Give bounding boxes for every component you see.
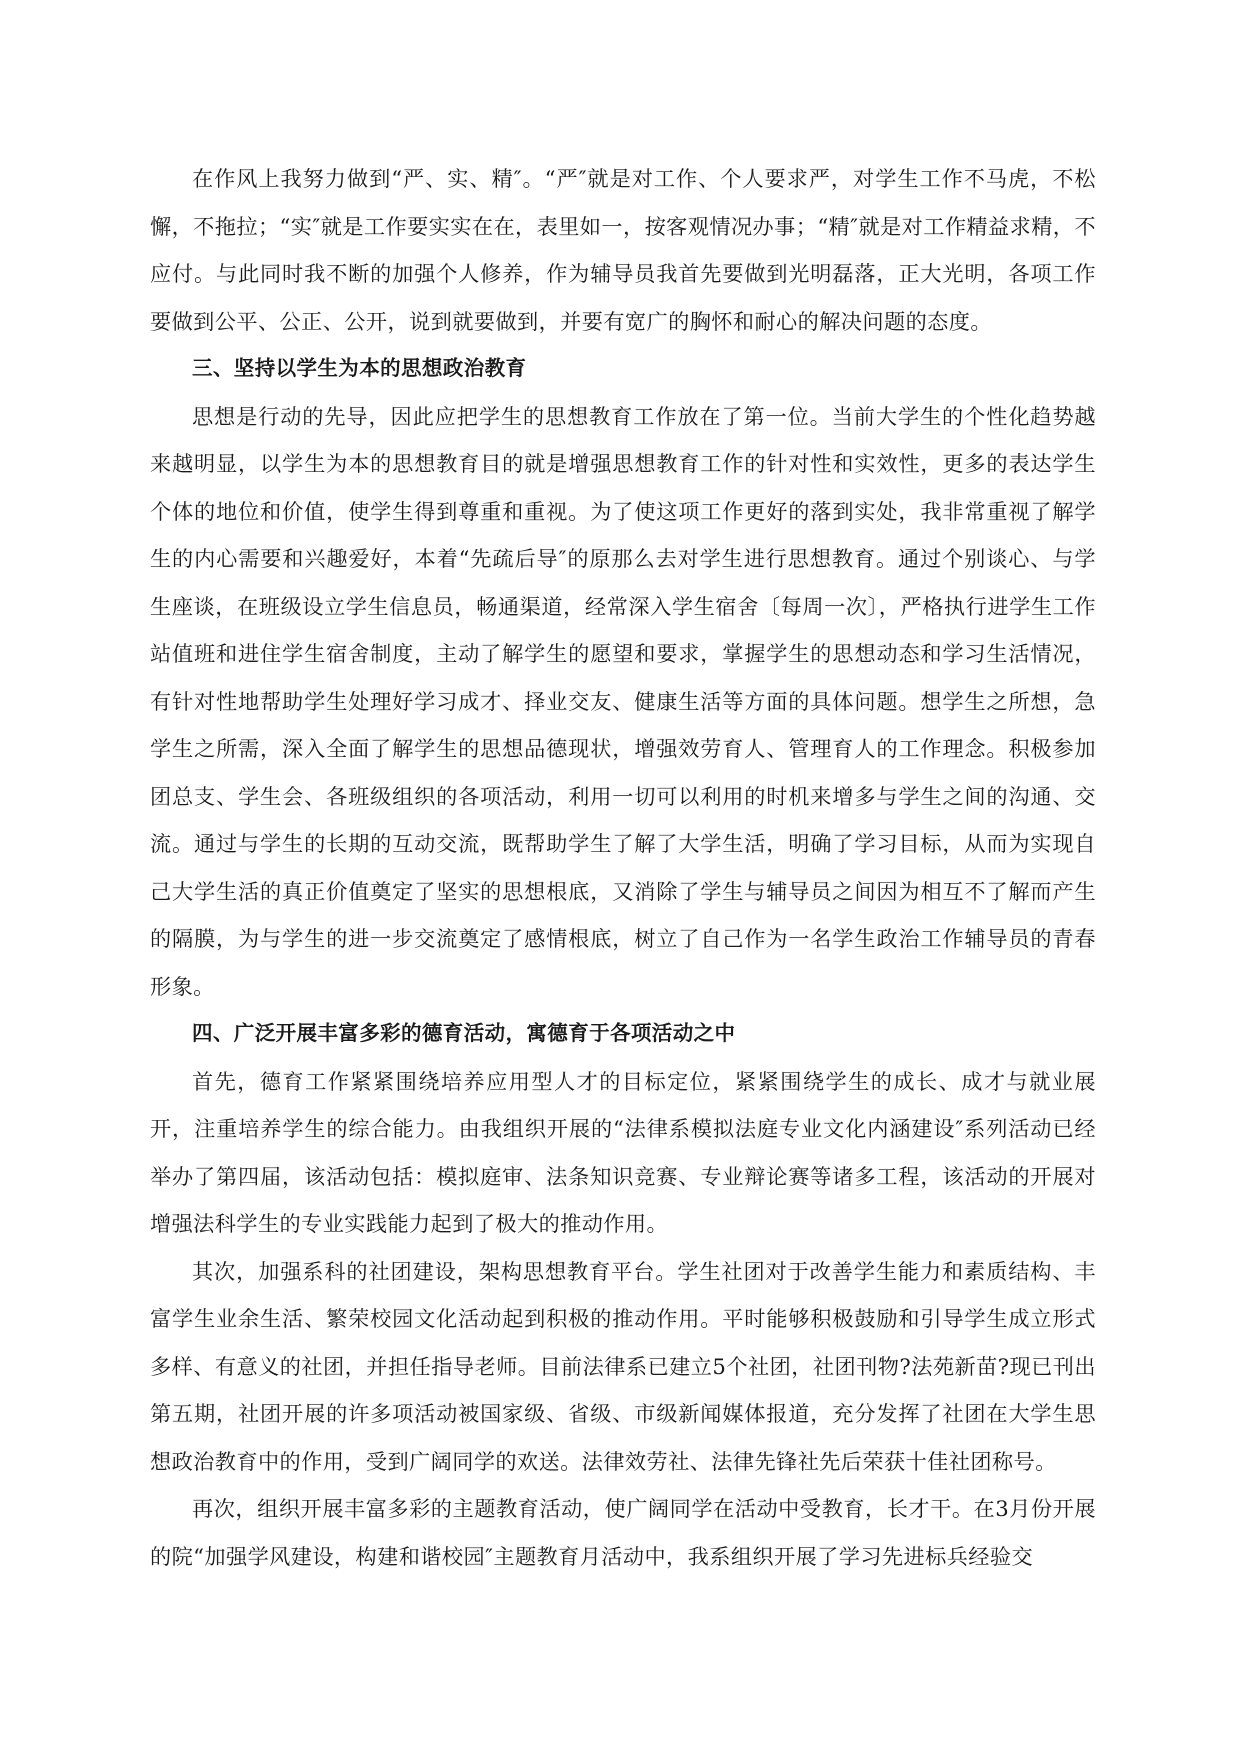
paragraph-work-style: 在作风上我努力做到“严、实、精″。“严″就是对工作、个人要求严，对学生工作不马虎，不松懈，不拖拉；“实″就是工作要实实在在，表里如一，按客观情况办事；“精″就是对工作精益求精，不应付。与此同时我不断的加强个人修养，作为辅导员我首先要做到光明磊落，正大光明，各项工作要做到公平、公正、公开，说到就要做到，并要有宽广的胸怀和耐心的解决问题的态度。 bbox=[150, 166, 1096, 334]
section-heading-3: 三、坚持以学生为本的思想政治教育 bbox=[192, 356, 527, 380]
paragraph-second: 其次，加强系科的社团建设，架构思想教育平台。学生社团对于改善学生能力和素质结构、丰富学生业余生活、繁荣校园文化活动起到积极的推动作用。平时能够积极鼓励和引导学生成立形式多样、有意义的社团，并担任指导老师。目前法律系已建立5个社团，社团刊物?法苑新苗?现已刊出第五期，社团开展的许多项活动被国家级、省级、市级新闻媒体报道，充分发挥了社团在大学生思想政治教育中的作用，受到广阔同学的欢送。法律效劳社、法律先锋社先后荣获十佳社团称号。 bbox=[150, 1258, 1096, 1474]
paragraph-third: 再次，组织开展丰富多彩的主题教育活动，使广阔同学在活动中受教育，长才干。在3月份开展的院“加强学风建设，构建和谐校园″主题教育月活动中，我系组织开展了学习先进标兵经验交 bbox=[150, 1496, 1096, 1569]
document-body bbox=[150, 155, 1096, 1580]
paragraph-first: 首先，德育工作紧紧围绕培养应用型人才的目标定位，紧紧围绕学生的成长、成才与就业展开，注重培养学生的综合能力。由我组织开展的“法律系模拟法庭专业文化内涵建设″系列活动已经举办了第四届，该活动包括：模拟庭审、法条知识竞赛、专业辩论赛等诸多工程，该活动的开展对增强法科学生的专业实践能力起到了极大的推动作用。 bbox=[150, 1068, 1096, 1236]
paragraph-ideological-education: 思想是行动的先导，因此应把学生的思想教育工作放在了第一位。当前大学生的个性化趋势越来越明显，以学生为本的思想教育目的就是增强思想教育工作的针对性和实效性，更多的表达学生个体的地位和价值，使学生得到尊重和重视。为了使这项工作更好的落到实处，我非常重视了解学生的内心需要和兴趣爱好，本着“先疏后导″的原那么去对学生进行思想教育。通过个别谈心、与学生座谈，在班级设立学生信息员，畅通渠道，经常深入学生宿舍〔每周一次〕，严格执行进学生工作站值班和进住学生宿舍制度，主动了解学生的愿望和要求，掌握学生的思想动态和学习生活情况，有针对性地帮助学生处理好学习成才、择业交友、健康生活等方面的具体问题。想学生之所想，急学生之所需，深入全面了解学生的思想品德现状，增强效劳育人、管理育人的工作理念。积极参加团总支、学生会、各班级组织的各项活动，利用一切可以利用的时机来增多与学生之间的沟通、交流。通过与学生的长期的互动交流，既帮助学生了解了大学生活，明确了学习目标，从而为实现自己大学生活的真正价值奠定了坚实的思想根底，又消除了学生与辅导员之间因为相互不了解而产生的隔膜，为与学生的进一步交流奠定了感情根底，树立了自己作为一名学生政治工作辅导员的青春形象。 bbox=[150, 403, 1096, 999]
section-heading-4: 四、广泛开展丰富多彩的德育活动，寓德育于各项活动之中 bbox=[192, 1021, 736, 1045]
